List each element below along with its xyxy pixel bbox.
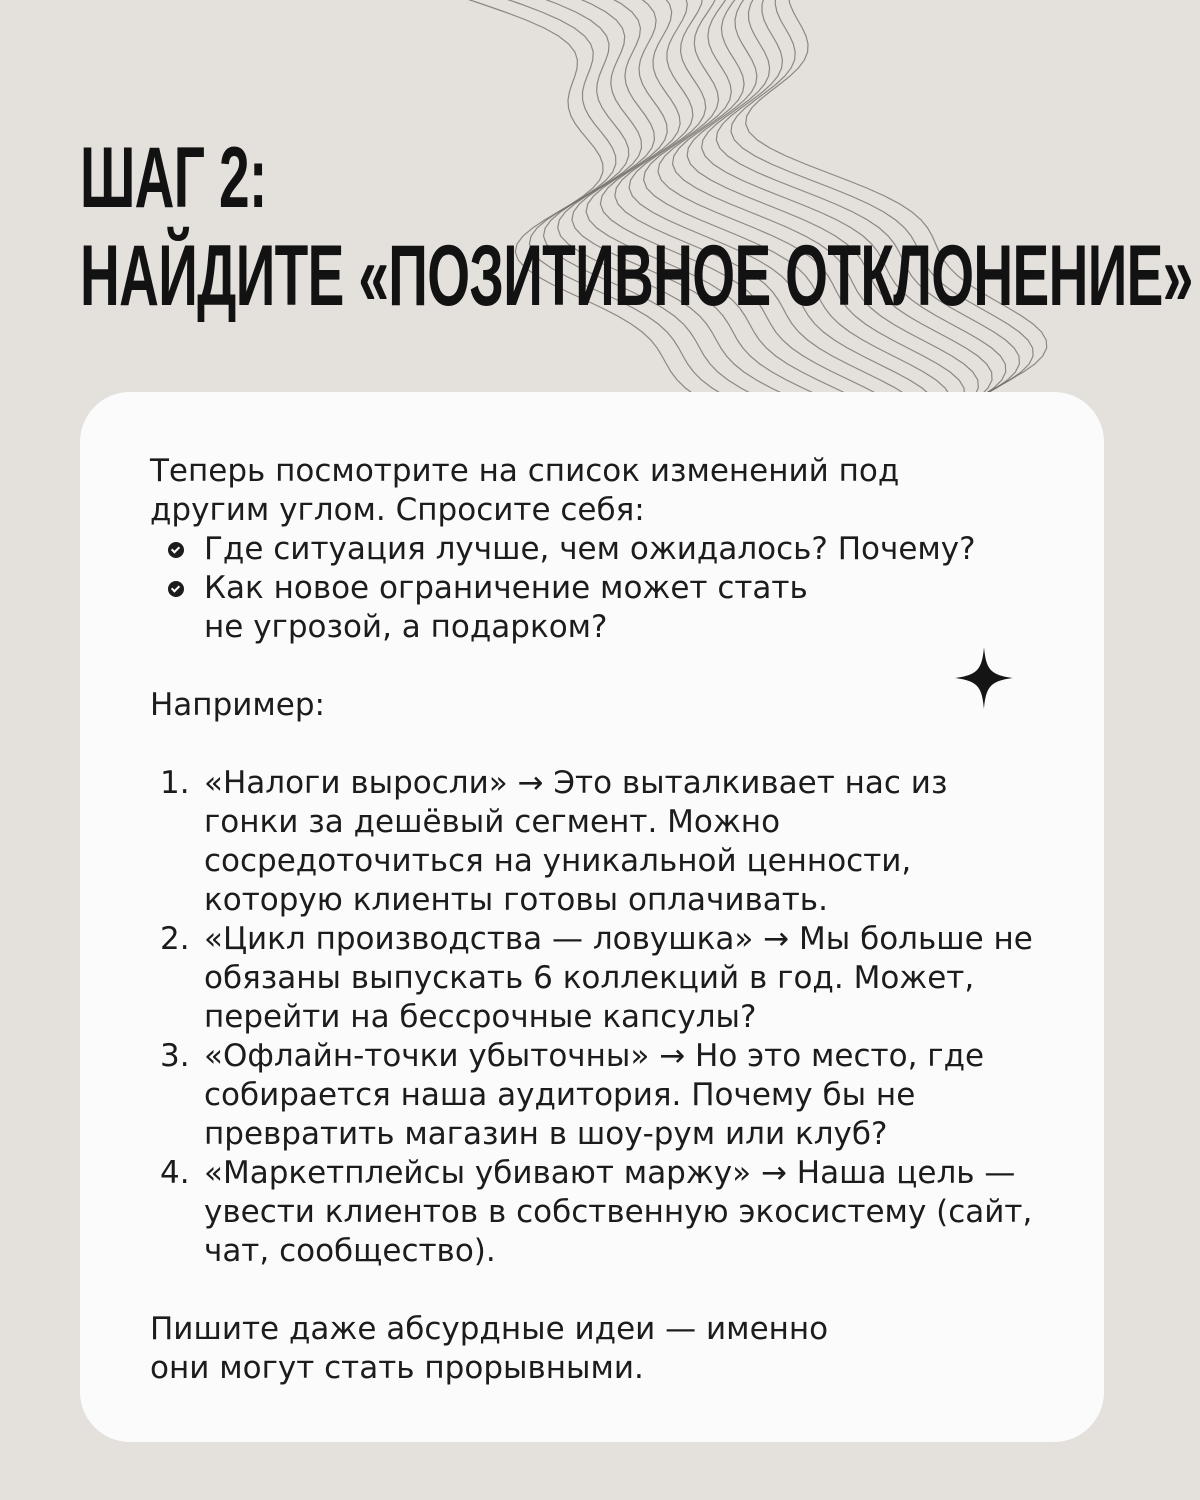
question-item (150, 530, 1050, 569)
example-number: 3. (160, 1038, 190, 1074)
example-text: «Маркетплейсы убивают маржу» → Наша цель — увести клиентов в собственную экосистему (сайт, чат, сообщество). (204, 1155, 1033, 1269)
example-item (150, 1037, 1054, 1154)
content-card (80, 392, 1104, 1442)
example-number: 1. (160, 765, 190, 801)
closing-text: Пишите даже абсурдные идеи — именно они могут стать прорывными. (150, 1311, 829, 1386)
check-circle-icon (168, 581, 184, 597)
question-text: Как новое ограничение может стать не угрозой, а подарком? (204, 570, 808, 645)
title-line-1: ШАГ 2: (80, 130, 267, 226)
title-line-2: НАЙДИТЕ «ПОЗИТИВНОЕ ОТКЛОНЕНИЕ» (80, 228, 1193, 324)
example-list (150, 764, 1050, 1271)
example-text: «Офлайн-точки убыточны» → Но это место, где собирается наша аудитория. Почему бы не превратить магазин в шоу-рум или клуб? (204, 1038, 985, 1152)
example-text: «Цикл производства — ловушка» → Мы больше не обязаны выпускать 6 коллекций в год. Может, перейти на бессрочные капсулы? (204, 921, 1033, 1035)
example-number: 4. (160, 1155, 190, 1191)
check-circle-icon (168, 542, 184, 558)
example-item (150, 920, 1094, 1037)
question-list (150, 530, 1050, 647)
example-heading: Например: (150, 687, 325, 723)
card-content (150, 452, 1050, 1388)
page-title (80, 130, 1193, 331)
question-text: Где ситуация лучше, чем ожидалось? Почему? (204, 531, 976, 567)
sparkle-icon (955, 647, 1013, 709)
example-text: «Налоги выросли» → Это выталкивает нас из гонки за дешёвый сегмент. Можно сосредоточиться на уникальной ценности, которую клиенты готовы оплачивать. (204, 765, 948, 918)
example-number: 2. (160, 921, 190, 957)
question-item (150, 569, 854, 647)
example-item (150, 1154, 1104, 1271)
example-item (150, 764, 1014, 920)
intro-text: Теперь посмотрите на список изменений под другим углом. Спросите себя: (150, 453, 900, 528)
